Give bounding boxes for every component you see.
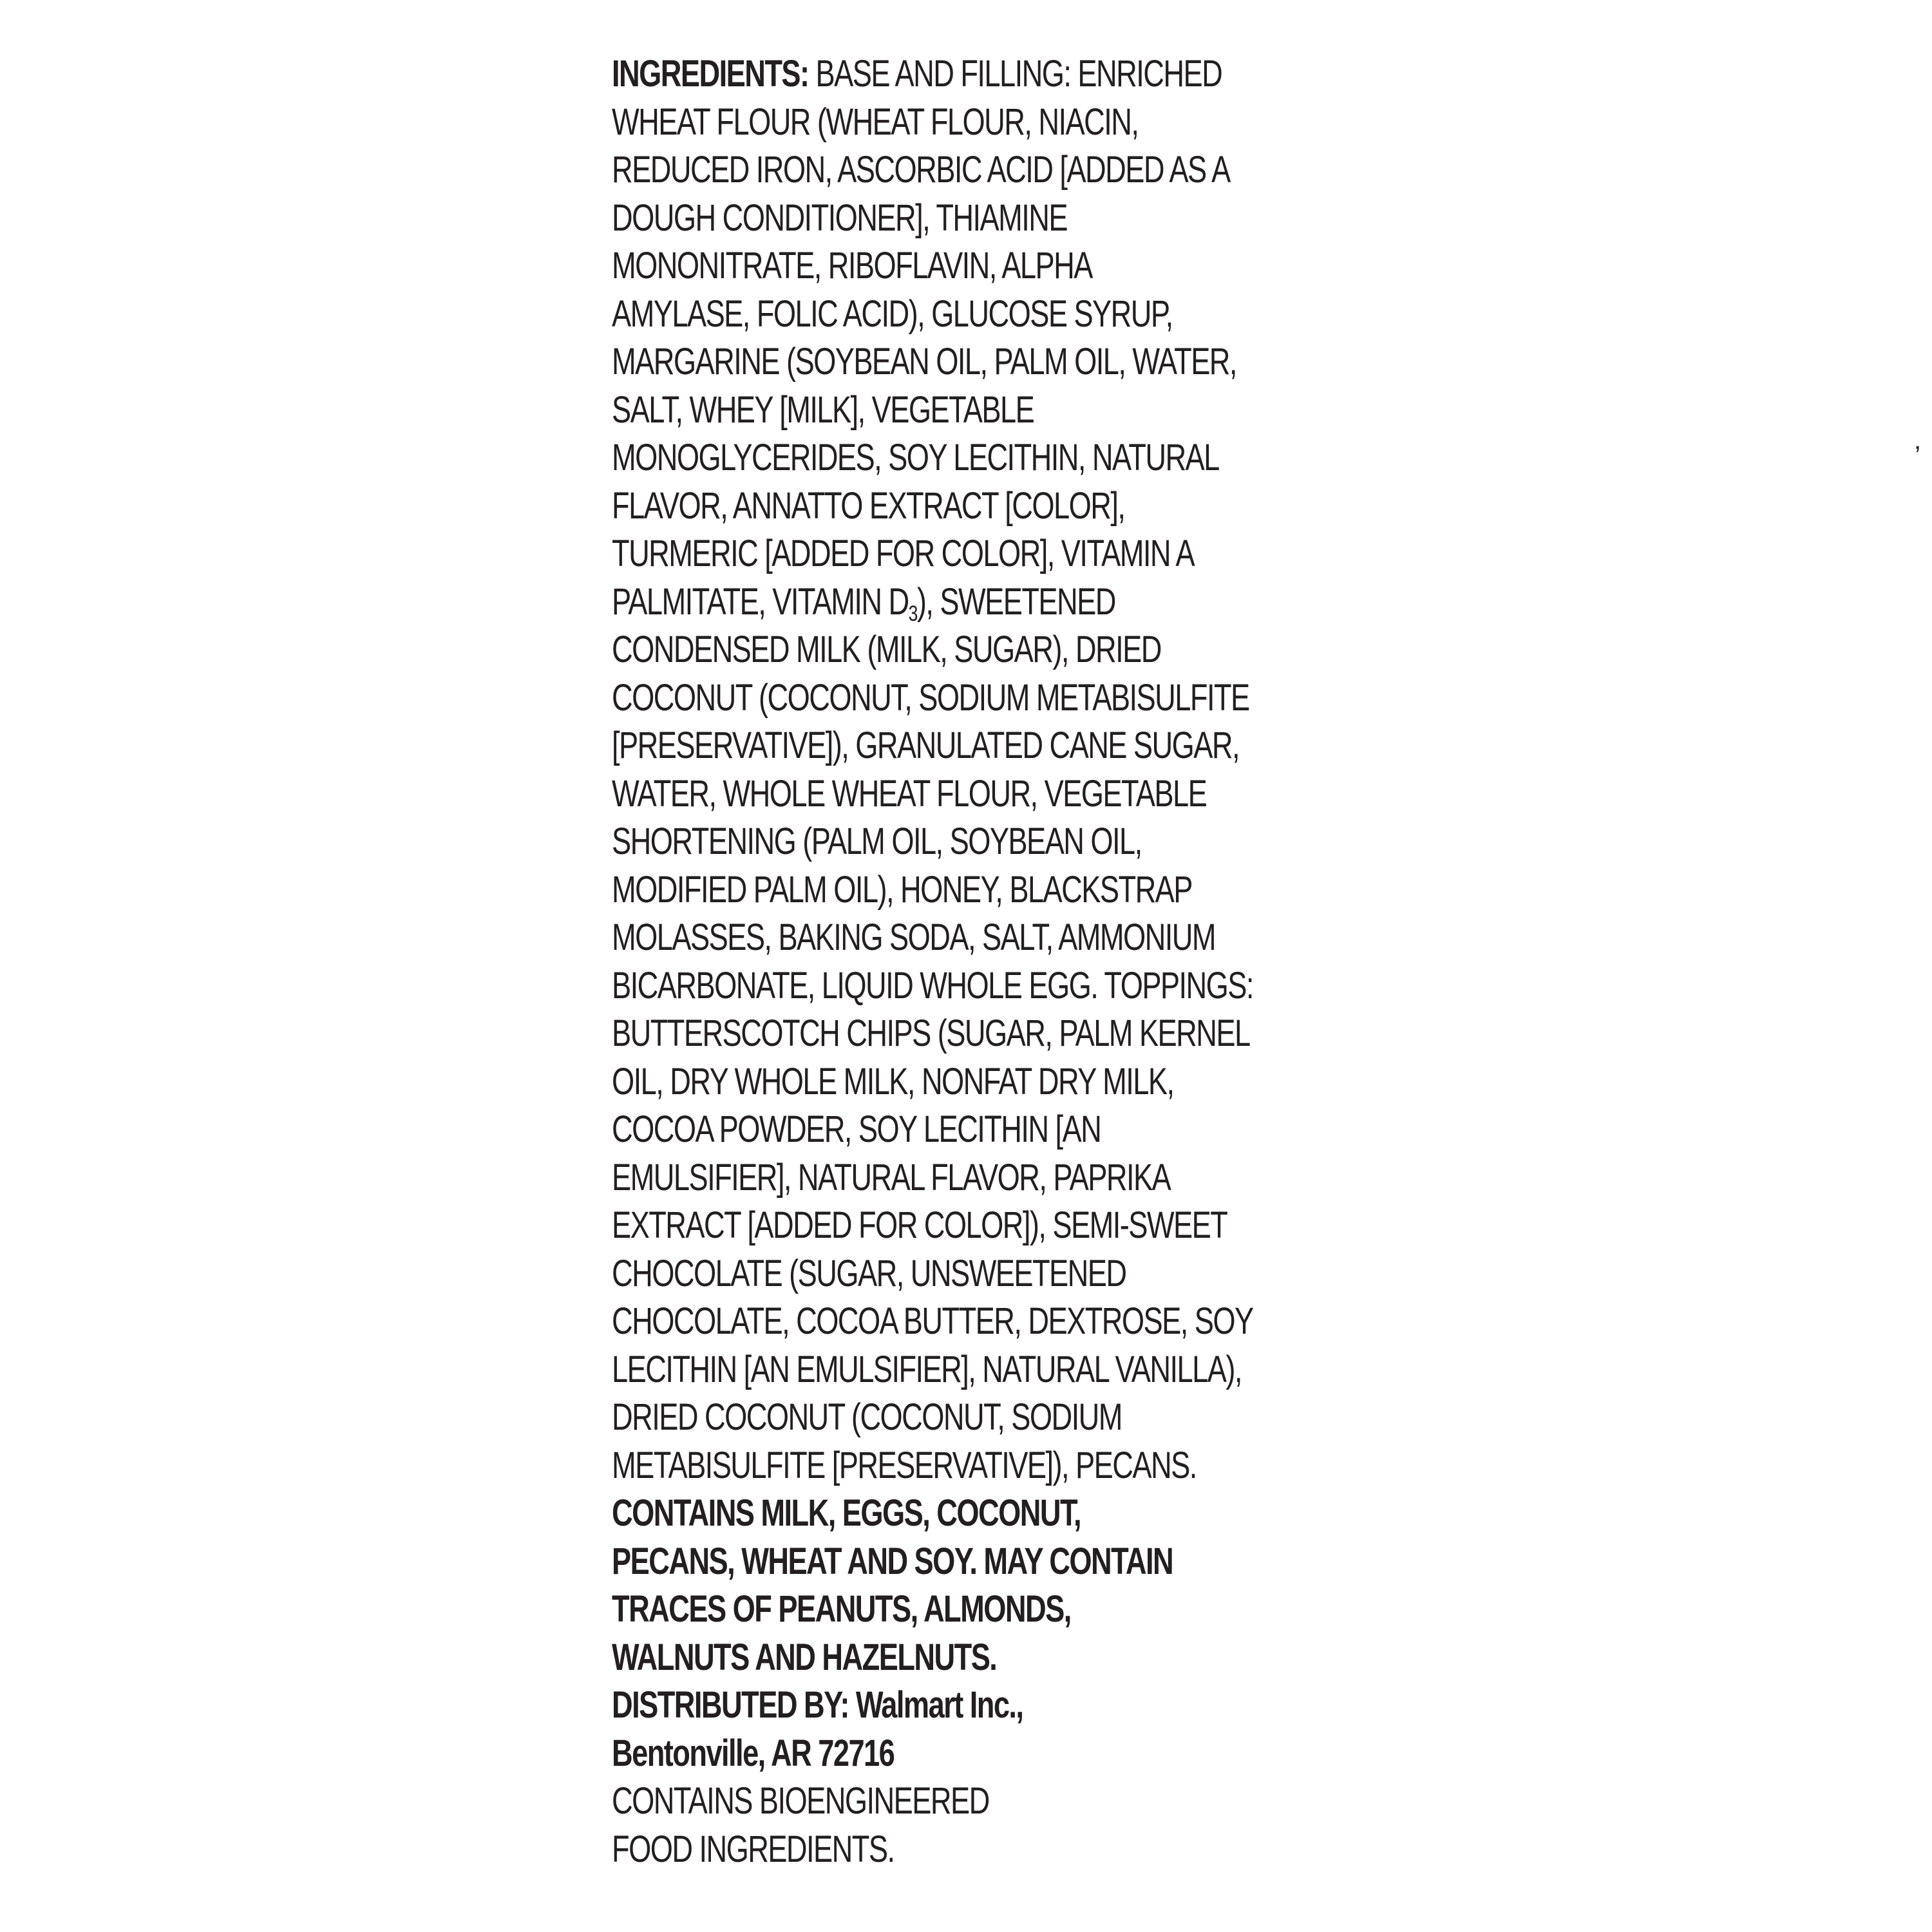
ingredients-line: OIL, DRY WHOLE MILK, NONFAT DRY MILK, (612, 1060, 1174, 1103)
ingredients-line: SHORTENING (PALM OIL, SOYBEAN OIL, (612, 820, 1142, 862)
ingredients-line: BUTTERSCOTCH CHIPS (SUGAR, PALM KERNEL (612, 1012, 1250, 1054)
ingredients-line: COCONUT (COCONUT, SODIUM METABISULFITE (612, 676, 1249, 719)
allergen-line: CONTAINS MILK, EGGS, COCONUT, (612, 1492, 1081, 1534)
ingredients-line: DRIED COCONUT (COCONUT, SODIUM (612, 1396, 1122, 1438)
ingredients-line: WHEAT FLOUR (WHEAT FLOUR, NIACIN, (612, 100, 1139, 143)
ingredients-line-vitamin-d3: PALMITATE, VITAMIN $D_3$), SWEETENED (612, 580, 1115, 626)
allergen-line: PECANS, WHEAT AND SOY. MAY CONTAIN (612, 1540, 1173, 1582)
ingredients-line: MONOGLYCERIDES, SOY LECITHIN, NATURAL (612, 437, 1219, 478)
ingredients-line: CHOCOLATE, COCOA BUTTER, DEXTROSE, SOY (612, 1300, 1253, 1342)
ingredients-line: TURMERIC [ADDED FOR COLOR], VITAMIN A (612, 533, 1195, 574)
allergen-line: WALNUTS AND HAZELNUTS. (612, 1636, 997, 1678)
ingredients-line: COCOA POWDER, SOY LECITHIN [AN (612, 1108, 1101, 1150)
ingredients-heading: INGREDIENTS: (612, 53, 809, 95)
bioengineered-notice: CONTAINS BIOENGINEERED (612, 1780, 989, 1822)
ingredients-line: DOUGH CONDITIONER], THIAMINE (612, 196, 1068, 239)
ingredients-line: WATER, WHOLE WHEAT FLOUR, VEGETABLE (612, 772, 1207, 815)
ingredient-label (612, 50, 1256, 1873)
ingredients-line: FLAVOR, ANNATTO EXTRACT [COLOR], (612, 484, 1125, 527)
ingredients-line-1: INGREDIENTS: BASE AND FILLING: ENRICHED (612, 53, 1222, 95)
ingredients-line: EXTRACT [ADDED FOR COLOR]), SEMI-SWEET (612, 1204, 1227, 1246)
ingredients-line: CHOCOLATE (SUGAR, UNSWEETENED (612, 1252, 1126, 1294)
ingredients-line: AMYLASE, FOLIC ACID), GLUCOSE SYRUP, (612, 292, 1173, 335)
ingredients-line: BICARBONATE, LIQUID WHOLE EGG. TOPPINGS: (612, 964, 1253, 1007)
ingredients-line: MODIFIED PALM OIL), HONEY, BLACKSTRAP (612, 868, 1192, 911)
ingredients-line: MONONITRATE, RIBOFLAVIN, ALPHA (612, 245, 1092, 287)
ingredients-line: SALT, WHEY [MILK], VEGETABLE (612, 388, 1034, 431)
ingredients-line: EMULSIFIER], NATURAL FLAVOR, PAPRIKA (612, 1156, 1171, 1198)
bioengineered-notice: FOOD INGREDIENTS. (612, 1828, 895, 1870)
ingredients-line: CONDENSED MILK (MILK, SUGAR), DRIED (612, 629, 1161, 670)
ingredients-line: [PRESERVATIVE]), GRANULATED CANE SUGAR, (612, 724, 1240, 766)
ingredients-line: MOLASSES, BAKING SODA, SALT, AMMONIUM (612, 916, 1215, 958)
subscript-3: 3 (908, 601, 917, 626)
allergen-line: TRACES OF PEANUTS, ALMONDS, (612, 1588, 1071, 1630)
ingredients-line: REDUCED IRON, ASCORBIC ACID [ADDED AS A (612, 149, 1230, 191)
ingredients-line: METABISULFITE [PRESERVATIVE]), PECANS. (612, 1444, 1197, 1486)
distributor-line: DISTRIBUTED BY: Walmart Inc., (612, 1684, 1023, 1726)
ingredients-line: MARGARINE (SOYBEAN OIL, PALM OIL, WATER, (612, 341, 1236, 383)
stray-mark: , (1914, 426, 1922, 455)
ingredients-line: LECITHIN [AN EMULSIFIER], NATURAL VANILLA), (612, 1348, 1242, 1390)
distributor-address: Bentonville, AR 72716 (612, 1732, 895, 1774)
